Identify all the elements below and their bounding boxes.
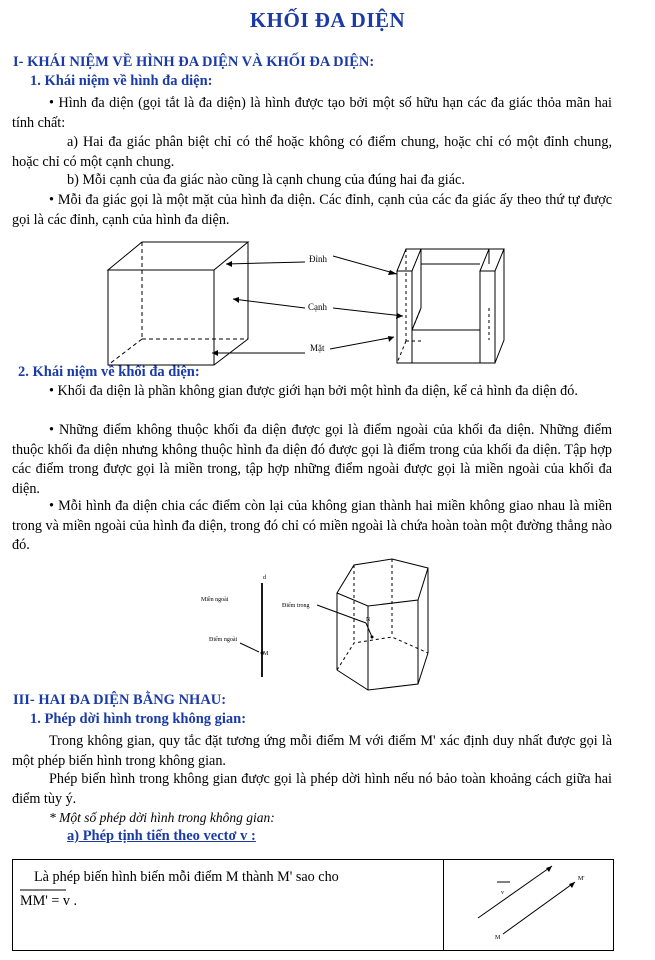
arrow-mat-right xyxy=(330,337,394,349)
vector-v-arrow xyxy=(478,866,552,918)
cube-hidden-edge xyxy=(108,339,142,365)
fig-label-m: M xyxy=(495,935,501,941)
figure-polyhedra xyxy=(0,236,655,366)
vector-mm-arrow xyxy=(503,882,575,934)
section-3-heading: III- HAI ĐA DIỆN BẰNG NHAU: xyxy=(13,692,227,708)
item-a: a) Hai đa giác phân biệt chỉ có thể hoặc không có điểm chung, hoặc chỉ có một đỉnh chung, hoặc chỉ có một cạnh chung. xyxy=(12,134,612,170)
para-faces xyxy=(12,191,612,230)
para-points xyxy=(12,421,612,499)
para-text: • Hình đa diện (gọi tắt là đa diện) là hình được tạo bởi một số hữu hạn các đa giác thỏa mãn hai tính chất: xyxy=(12,95,612,131)
prism-top xyxy=(337,559,428,606)
item-b: b) Mỗi cạnh của đa giác nào cũng là cạnh chung của đúng hai đa giác. xyxy=(67,172,465,188)
para-polyhedron-definition xyxy=(12,94,612,133)
prism-bottom-hidden xyxy=(337,637,428,670)
para-text: • Mỗi đa giác gọi là một mặt của hình đa diện. Các đỉnh, cạnh của các đa giác ấy theo thứ tự được gọi là các đỉnh, cạnh của hình đa diện. xyxy=(12,192,612,228)
para-solid-definition xyxy=(12,382,612,402)
note-isometries: * Một số phép dời hình trong không gian: xyxy=(49,810,275,825)
label-dinh: Đỉnh xyxy=(309,254,327,264)
fig-label-m-prime: M' xyxy=(578,876,585,882)
label-m: M xyxy=(263,651,269,657)
para-text: • Khối đa diện là phần không gian được giới hạn bởi một hình đa diện, kể cả hình đa diện đó. xyxy=(49,383,578,399)
figure-regions xyxy=(0,555,655,695)
item-translation: a) Phép tịnh tiến theo vectơ v : xyxy=(67,828,256,844)
section-1-heading: I- KHÁI NIỆM VỀ HÌNH ĐA DIỆN VÀ KHỐI ĐA DIỆN: xyxy=(13,54,375,70)
label-mien-ngoai: Miền ngoài xyxy=(201,597,229,603)
subsection-3-1-heading: 1. Phép dời hình trong không gian: xyxy=(30,711,247,727)
fig-label-v: v xyxy=(501,890,504,896)
label-mat: Mặt xyxy=(310,343,325,353)
subsection-1-1-heading: 1. Khái niệm về hình đa diện: xyxy=(30,73,213,89)
label-n: N xyxy=(366,617,371,623)
arrow-dinh-left xyxy=(226,262,305,264)
u-hidden-edge xyxy=(397,341,406,363)
cube-top-face xyxy=(108,242,248,270)
table-text-2: MM' = v . xyxy=(20,893,78,909)
table-text-1: Là phép biến hình biến mỗi điểm M thành M' sao cho xyxy=(34,869,339,885)
arrow-canh-left xyxy=(233,299,305,308)
cube-front-face xyxy=(108,270,214,365)
arrow-dinh-right xyxy=(333,256,397,274)
para-regions xyxy=(12,497,612,556)
para-transformation: Trong không gian, quy tắc đặt tương ứng mỗi điểm M với điểm M' xác định duy nhất được gọi là một phép biến hình trong không gian. xyxy=(12,733,612,769)
cube-right-edges xyxy=(214,242,248,365)
para-text: • Những điểm không thuộc khối đa diện được gọi là điểm ngoài của khối đa diện. Những điểm thuộc khối đa diện nhưng không thuộc hình đa diện đó được gọi là điểm trong của khối đa diện. Tập hợp các điểm trong được gọi là miền trong, tập hợp những điểm ngoài được gọi là miền ngoài của khối đa diện. xyxy=(12,422,612,497)
subsection-1-2-heading: 2. Khái niệm về khối đa diện: xyxy=(18,364,200,380)
page-title: KHỐI ĐA DIỆN xyxy=(249,8,406,32)
u-right-top xyxy=(480,249,504,271)
para-text: • Mỗi hình đa diện chia các điểm còn lại của không gian thành hai miền không giao nhau là miền trong và miền ngoài của hình đa diện, trong đó chỉ có miền ngoài là chứa hoàn toàn một đường thẳng nào đó. xyxy=(12,498,612,553)
label-d: d xyxy=(263,575,266,581)
u-right-pillar xyxy=(480,271,495,363)
label-canh: Cạnh xyxy=(308,302,327,312)
prism-bottom-visible xyxy=(337,653,428,690)
figure-translation xyxy=(0,860,655,950)
label-diem-trong: Điểm trong xyxy=(282,603,310,609)
u-right-back xyxy=(495,249,504,363)
u-left-top xyxy=(397,249,421,271)
arrow-canh-right xyxy=(333,308,403,316)
para-isometry: Phép biến hình trong không gian được gọi là phép dời hình nếu nó bảo toàn khoảng cách giữa hai điểm tùy ý. xyxy=(12,771,612,807)
label-diem-ngoai: Điểm ngoài xyxy=(209,637,238,643)
